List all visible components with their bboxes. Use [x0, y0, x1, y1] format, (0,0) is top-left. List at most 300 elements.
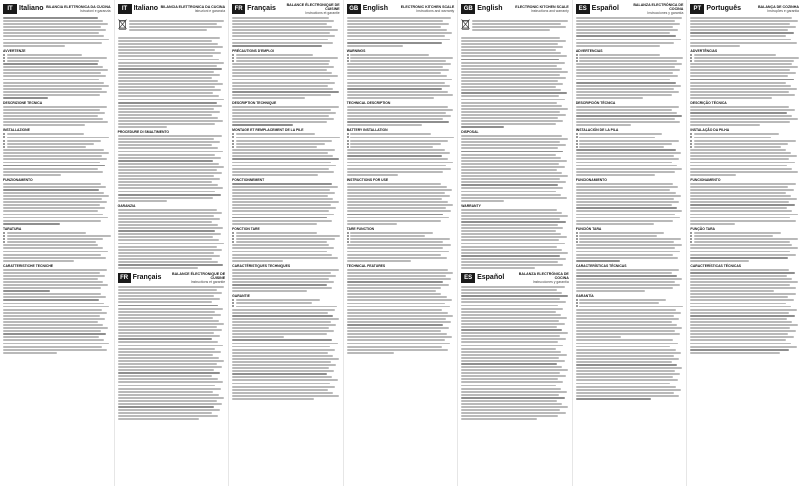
text-line: [576, 284, 680, 286]
list-item: [690, 133, 799, 135]
language-code-badge: FR: [232, 4, 245, 14]
text-line: [347, 346, 443, 348]
text-line: [576, 189, 671, 191]
list-item: [576, 238, 684, 240]
list-item: [690, 60, 799, 62]
text-line: [3, 168, 98, 170]
text-line: [576, 66, 675, 68]
section-heading: PRÉCAUTIONS D'EMPLOI: [232, 48, 274, 53]
text-line: [690, 109, 794, 111]
text-line: [232, 346, 330, 348]
text-line: [461, 323, 564, 325]
text-line: [118, 239, 219, 241]
text-line: [3, 155, 102, 157]
product-title: ELECTRONIC KITCHEN SCALE: [515, 4, 569, 9]
bullet-icon: [232, 57, 234, 59]
text-line: [347, 162, 453, 164]
list-item: [576, 305, 684, 307]
text-line: [347, 63, 451, 65]
text-line: [690, 174, 736, 176]
list-item: [3, 143, 111, 145]
text-line: [232, 94, 331, 96]
text-line: [690, 254, 795, 256]
text-line: [461, 348, 556, 350]
section-heading: FONCTIONNEMENT: [232, 177, 265, 182]
text-line: [118, 264, 223, 266]
text-line: [690, 281, 797, 283]
text-line: [690, 207, 787, 209]
text-line: [118, 99, 224, 101]
text-line: [118, 335, 220, 337]
text-line: [461, 381, 563, 383]
text-line: [3, 207, 105, 209]
page-column-pt: [687, 0, 802, 486]
bullet-icon: [347, 57, 349, 59]
bullet-icon: [347, 235, 349, 237]
text-line: [232, 17, 329, 19]
text-line: [3, 63, 98, 65]
section-heading: PROCEDURE DI SMALTIMENTO: [117, 130, 170, 135]
section-heading: CARACTERÍSTICAS TÉCNICAS: [575, 263, 627, 268]
text-line: [347, 69, 449, 71]
text-line: [576, 367, 682, 369]
text-line: [461, 144, 565, 146]
text-line: [690, 336, 793, 338]
text-line: [3, 165, 105, 167]
text-line: [579, 143, 672, 145]
text-line: [3, 220, 101, 222]
text-line: [118, 317, 214, 319]
text-line: [461, 160, 566, 162]
text-line: [232, 358, 338, 360]
text-line: [461, 71, 567, 73]
text-line: [579, 235, 656, 237]
bullet-icon: [232, 60, 234, 62]
text-line: [3, 198, 102, 200]
text-line: [690, 293, 795, 295]
text-line: [118, 46, 223, 48]
text-line: [3, 321, 98, 323]
text-line: [118, 243, 224, 245]
text-line: [118, 341, 218, 343]
text-line: [232, 312, 328, 314]
text-line: [347, 183, 442, 185]
text-line: [690, 91, 789, 93]
list-item: [690, 136, 799, 138]
text-line: [350, 54, 429, 56]
language-code-badge: GB: [461, 4, 475, 14]
text-line: [232, 158, 338, 160]
text-line: [576, 373, 680, 375]
bullet-icon: [3, 140, 5, 142]
list-item: [690, 238, 799, 240]
text-line: [461, 314, 561, 316]
text-line: [576, 45, 660, 47]
language-code-badge: IT: [3, 4, 17, 14]
text-line: [118, 308, 223, 310]
text-line: [3, 272, 100, 274]
text-line: [118, 135, 222, 137]
text-line: [118, 77, 213, 79]
text-line: [3, 94, 100, 96]
text-line: [690, 201, 789, 203]
bullet-icon: [3, 133, 5, 135]
text-line: [347, 20, 444, 22]
text-line: [694, 54, 777, 56]
text-line: [3, 42, 102, 44]
list-item: [3, 54, 111, 56]
text-line: [694, 57, 799, 59]
text-line: [690, 223, 735, 225]
list-item: [690, 146, 799, 148]
column-body: [232, 17, 340, 400]
text-line: [232, 315, 333, 317]
text-line: [232, 152, 328, 154]
bullet-icon: [576, 232, 578, 234]
text-line: [118, 267, 199, 269]
text-line: [3, 254, 101, 256]
list-item: [576, 133, 684, 135]
text-line: [694, 133, 779, 135]
bullet-icon: [576, 299, 578, 301]
text-line: [3, 223, 60, 225]
text-line: [3, 336, 99, 338]
section-heading: TARATURA: [3, 226, 22, 231]
text-line: [694, 146, 781, 148]
list-item: [232, 305, 340, 307]
text-line: [236, 299, 320, 301]
list-item: [347, 54, 455, 56]
text-line: [690, 251, 790, 253]
text-line: [461, 166, 564, 168]
text-line: [576, 398, 651, 400]
text-line: [461, 169, 557, 171]
text-line: [347, 17, 451, 19]
section-heading: DESCRIPTION TECHNIQUE: [232, 100, 277, 105]
text-line: [3, 23, 108, 25]
text-line: [232, 290, 307, 292]
text-line: [3, 244, 98, 246]
text-line: [118, 191, 216, 193]
text-line: [461, 345, 563, 347]
bullet-icon: [576, 235, 578, 237]
bullet-icon: [232, 238, 234, 240]
text-line: [690, 75, 788, 77]
text-line: [118, 144, 213, 146]
text-line: [347, 257, 447, 259]
text-line: [576, 395, 679, 397]
text-line: [690, 318, 787, 320]
text-line: [690, 168, 792, 170]
section-heading: DISPOSAL: [461, 130, 479, 135]
text-line: [461, 249, 562, 251]
text-line: [350, 57, 453, 59]
text-line: [118, 65, 217, 67]
text-line: [461, 154, 556, 156]
text-line: [472, 29, 550, 31]
text-line: [232, 349, 335, 351]
text-line: [576, 155, 674, 157]
text-line: [576, 204, 672, 206]
text-line: [347, 97, 434, 99]
text-line: [576, 91, 679, 93]
text-line: [461, 157, 561, 159]
language-code-badge: ES: [576, 4, 590, 14]
text-line: [579, 146, 664, 148]
text-line: [350, 143, 440, 145]
text-line: [461, 46, 563, 48]
text-line: [461, 239, 559, 241]
text-line: [232, 124, 293, 126]
text-line: [690, 272, 794, 274]
text-line: [232, 352, 328, 354]
text-line: [576, 195, 681, 197]
text-line: [232, 210, 329, 212]
text-line: [461, 341, 558, 343]
text-line: [576, 386, 676, 388]
text-line: [576, 183, 673, 185]
text-line: [347, 32, 452, 34]
list-item: [576, 299, 684, 301]
bullet-icon: [690, 54, 692, 56]
text-line: [7, 143, 94, 145]
text-line: [690, 162, 794, 164]
text-line: [461, 40, 565, 42]
text-line: [3, 210, 98, 212]
bullet-icon: [347, 60, 349, 62]
text-line: [232, 324, 336, 326]
text-line: [576, 330, 675, 332]
text-line: [3, 281, 103, 283]
section-heading: WARRANTY: [461, 203, 481, 208]
product-subtitle: Instructions and warranty: [416, 8, 455, 13]
section-heading: GARANTÍA: [575, 294, 594, 299]
text-line: [232, 75, 337, 77]
text-line: [690, 186, 788, 188]
text-line: [118, 181, 213, 183]
text-line: [576, 269, 679, 271]
text-line: [690, 45, 740, 47]
text-line: [232, 112, 336, 114]
text-line: [461, 400, 557, 402]
text-line: [461, 236, 566, 238]
product-title: BILANCIA ELETTRONICA DA CUCINA: [46, 4, 111, 9]
text-line: [576, 336, 621, 338]
text-line: [236, 302, 312, 304]
list-item: [576, 57, 684, 59]
text-line: [461, 418, 536, 420]
text-line: [350, 60, 446, 62]
text-line: [3, 26, 101, 28]
header-titles: [504, 272, 568, 284]
text-line: [118, 172, 222, 174]
list-item: [347, 232, 455, 234]
text-line: [576, 94, 672, 96]
bullet-icon: [232, 146, 234, 148]
text-line: [129, 26, 223, 28]
bullet-icon: [3, 232, 5, 234]
section-heading: TECHNICAL FEATURES: [346, 263, 386, 268]
text-line: [576, 352, 681, 354]
section-heading: FONCTION TARE: [232, 226, 260, 231]
text-line: [576, 379, 678, 381]
text-line: [461, 209, 557, 211]
text-line: [3, 66, 103, 68]
text-line: [576, 361, 672, 363]
list-item: [3, 235, 111, 237]
text-line: [690, 349, 789, 351]
text-line: [3, 195, 109, 197]
text-line: [118, 126, 167, 128]
text-line: [461, 305, 558, 307]
product-title: ELECTRONIC KITCHEN SCALE: [400, 4, 455, 9]
text-line: [690, 171, 797, 173]
text-line: [3, 204, 100, 206]
text-line: [576, 217, 680, 219]
text-line: [236, 232, 318, 234]
text-line: [461, 252, 567, 254]
product-subtitle: Instructions et garantie: [190, 279, 226, 284]
bullet-icon: [232, 305, 234, 307]
text-line: [347, 315, 453, 317]
text-line: [232, 32, 330, 34]
bullet-icon: [347, 136, 349, 138]
text-line: [3, 296, 106, 298]
section-heading: FUNZIONAMENTO: [3, 177, 33, 182]
text-line: [232, 333, 327, 335]
list-item: [232, 241, 340, 243]
list-item: [347, 238, 455, 240]
text-line: [232, 383, 330, 385]
list-item: [3, 146, 111, 148]
text-line: [690, 152, 791, 154]
list-item: [576, 302, 684, 304]
text-line: [3, 39, 109, 41]
text-line: [576, 281, 675, 283]
bullet-icon: [576, 302, 578, 304]
text-line: [232, 39, 328, 41]
text-line: [461, 212, 562, 214]
header-titles: [46, 5, 110, 13]
text-line: [461, 320, 559, 322]
text-line: [347, 333, 447, 335]
text-line: [3, 29, 106, 31]
text-line: [3, 293, 101, 295]
text-line: [461, 246, 557, 248]
text-line: [690, 290, 774, 292]
text-line: [461, 141, 560, 143]
bullet-icon: [347, 241, 349, 243]
text-line: [576, 327, 682, 329]
text-line: [347, 244, 451, 246]
list-item: [347, 235, 455, 237]
section-heading: INSTALAÇÃO DA PILHA: [690, 128, 730, 133]
bullet-icon: [690, 57, 692, 59]
text-line: [232, 373, 327, 375]
header-titles: [758, 5, 799, 13]
text-line: [347, 251, 449, 253]
text-line: [461, 363, 557, 365]
text-line: [576, 321, 672, 323]
text-line: [576, 115, 682, 117]
bullet-icon: [576, 57, 578, 59]
text-line: [232, 201, 338, 203]
list-item: [3, 140, 111, 142]
text-line: [232, 247, 334, 249]
text-line: [118, 332, 215, 334]
text-line: [118, 163, 219, 165]
page-column-es: [573, 0, 688, 486]
text-line: [232, 379, 337, 381]
text-line: [461, 62, 564, 64]
text-line: [118, 120, 223, 122]
bullet-icon: [3, 136, 5, 138]
text-line: [232, 327, 329, 329]
text-line: [232, 217, 327, 219]
text-line: [576, 376, 673, 378]
language-code-badge: PT: [690, 4, 704, 14]
text-line: [232, 281, 334, 283]
text-line: [118, 418, 200, 420]
text-line: [576, 214, 675, 216]
text-line: [576, 63, 682, 65]
text-line: [232, 309, 335, 311]
text-line: [118, 415, 218, 417]
text-line: [461, 388, 561, 390]
text-line: [350, 133, 431, 135]
text-line: [576, 85, 681, 87]
text-line: [118, 157, 221, 159]
list-item: [347, 136, 455, 138]
bullet-icon: [3, 146, 5, 148]
text-line: [576, 318, 679, 320]
text-line: [7, 232, 87, 234]
text-line: [347, 124, 422, 126]
bullet-icon: [576, 238, 578, 240]
text-line: [232, 192, 335, 194]
text-line: [350, 241, 443, 243]
text-line: [576, 201, 679, 203]
text-line: [461, 326, 557, 328]
text-line: [118, 236, 214, 238]
text-line: [232, 91, 338, 93]
text-line: [118, 385, 216, 387]
text-line: [347, 88, 443, 90]
column-header: [118, 3, 226, 14]
text-line: [7, 140, 102, 142]
text-line: [3, 162, 100, 164]
disposal-text: [129, 20, 226, 32]
text-line: [347, 85, 450, 87]
text-line: [232, 361, 331, 363]
text-line: [461, 151, 563, 153]
text-line: [690, 346, 796, 348]
text-line: [232, 223, 317, 225]
text-line: [461, 89, 561, 91]
text-line: [118, 305, 218, 307]
bullet-icon: [232, 299, 234, 301]
list-item: [576, 241, 684, 243]
text-line: [347, 272, 453, 274]
text-line: [3, 85, 109, 87]
bullet-icon: [576, 140, 578, 142]
text-line: [690, 17, 792, 19]
bullet-icon: [3, 57, 5, 59]
text-line: [232, 204, 331, 206]
product-title: BALANZA ELECTRÓNICA DE COCINA: [518, 271, 569, 280]
text-line: [118, 59, 219, 61]
text-line: [576, 162, 672, 164]
